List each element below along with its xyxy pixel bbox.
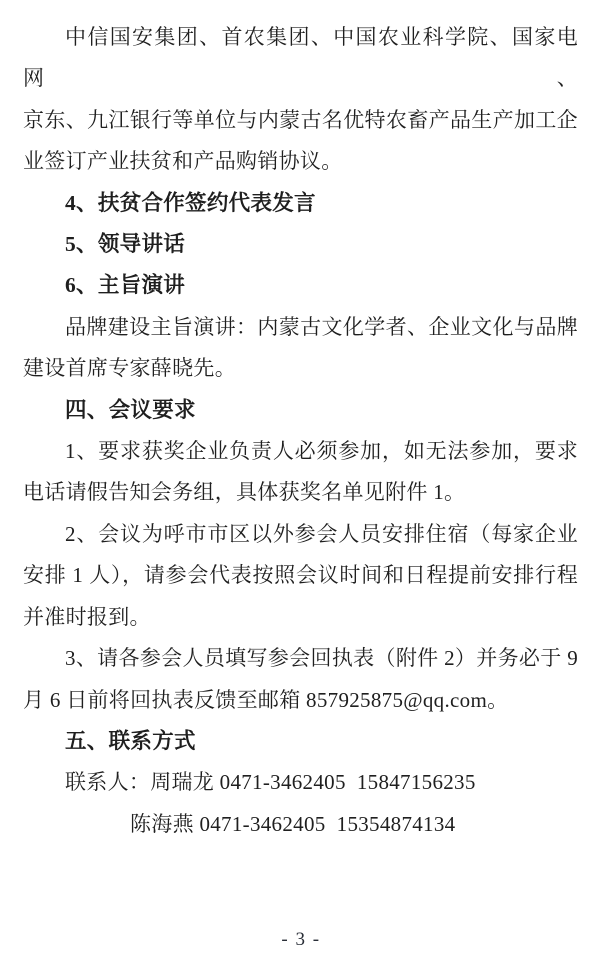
requirement-1-line-1: 1、要求获奖企业负责人必须参加，如无法参加，要求	[65, 439, 578, 464]
requirement-3-line-2: 月 6 日前将回执表反馈至邮箱 857925875@qq.com。	[23, 687, 509, 712]
contact-line-2: 陈海燕 0471-3462405 15354874134	[130, 811, 456, 836]
page-number: - 3 -	[281, 929, 321, 950]
paragraph-2-line-2: 建设首席专家薛晓先。	[23, 356, 236, 381]
paragraph-2-line-1: 品牌建设主旨演讲：内蒙古文化学者、企业文化与品牌	[65, 314, 578, 339]
section-heading-meeting-requirements: 四、会议要求	[65, 397, 196, 422]
agenda-heading-5: 5、领导讲话	[65, 232, 186, 257]
paragraph-1-line-3: 业签订产业扶贫和产品购销协议。	[23, 149, 343, 174]
requirement-2-line-1: 2、会议为呼市市区以外参会人员安排住宿（每家企业	[65, 521, 578, 546]
section-heading-contact-info: 五、联系方式	[65, 728, 196, 753]
document-content	[23, 0, 578, 845]
requirement-2-line-2: 安排 1 人），请参会代表按照会议时间和日程提前安排行程	[23, 563, 578, 588]
requirement-2-line-3: 并准时报到。	[23, 604, 151, 629]
requirement-1-line-2: 电话请假告知会务组，具体获奖名单见附件 1。	[23, 480, 466, 505]
agenda-heading-6: 6、主旨演讲	[65, 273, 186, 298]
requirement-3-line-1: 3、请各参会人员填写参会回执表（附件 2）并务必于 9	[65, 646, 578, 671]
agenda-heading-4: 4、扶贫合作签约代表发言	[65, 190, 316, 215]
paragraph-1-line-1: 中信国安集团、首农集团、中国农业科学院、国家电网、	[23, 25, 578, 91]
paragraph-1-line-2: 京东、九江银行等单位与内蒙古名优特农畜产品生产加工企	[23, 107, 578, 132]
contact-line-1: 联系人：周瑞龙 0471-3462405 15847156235	[65, 770, 476, 795]
